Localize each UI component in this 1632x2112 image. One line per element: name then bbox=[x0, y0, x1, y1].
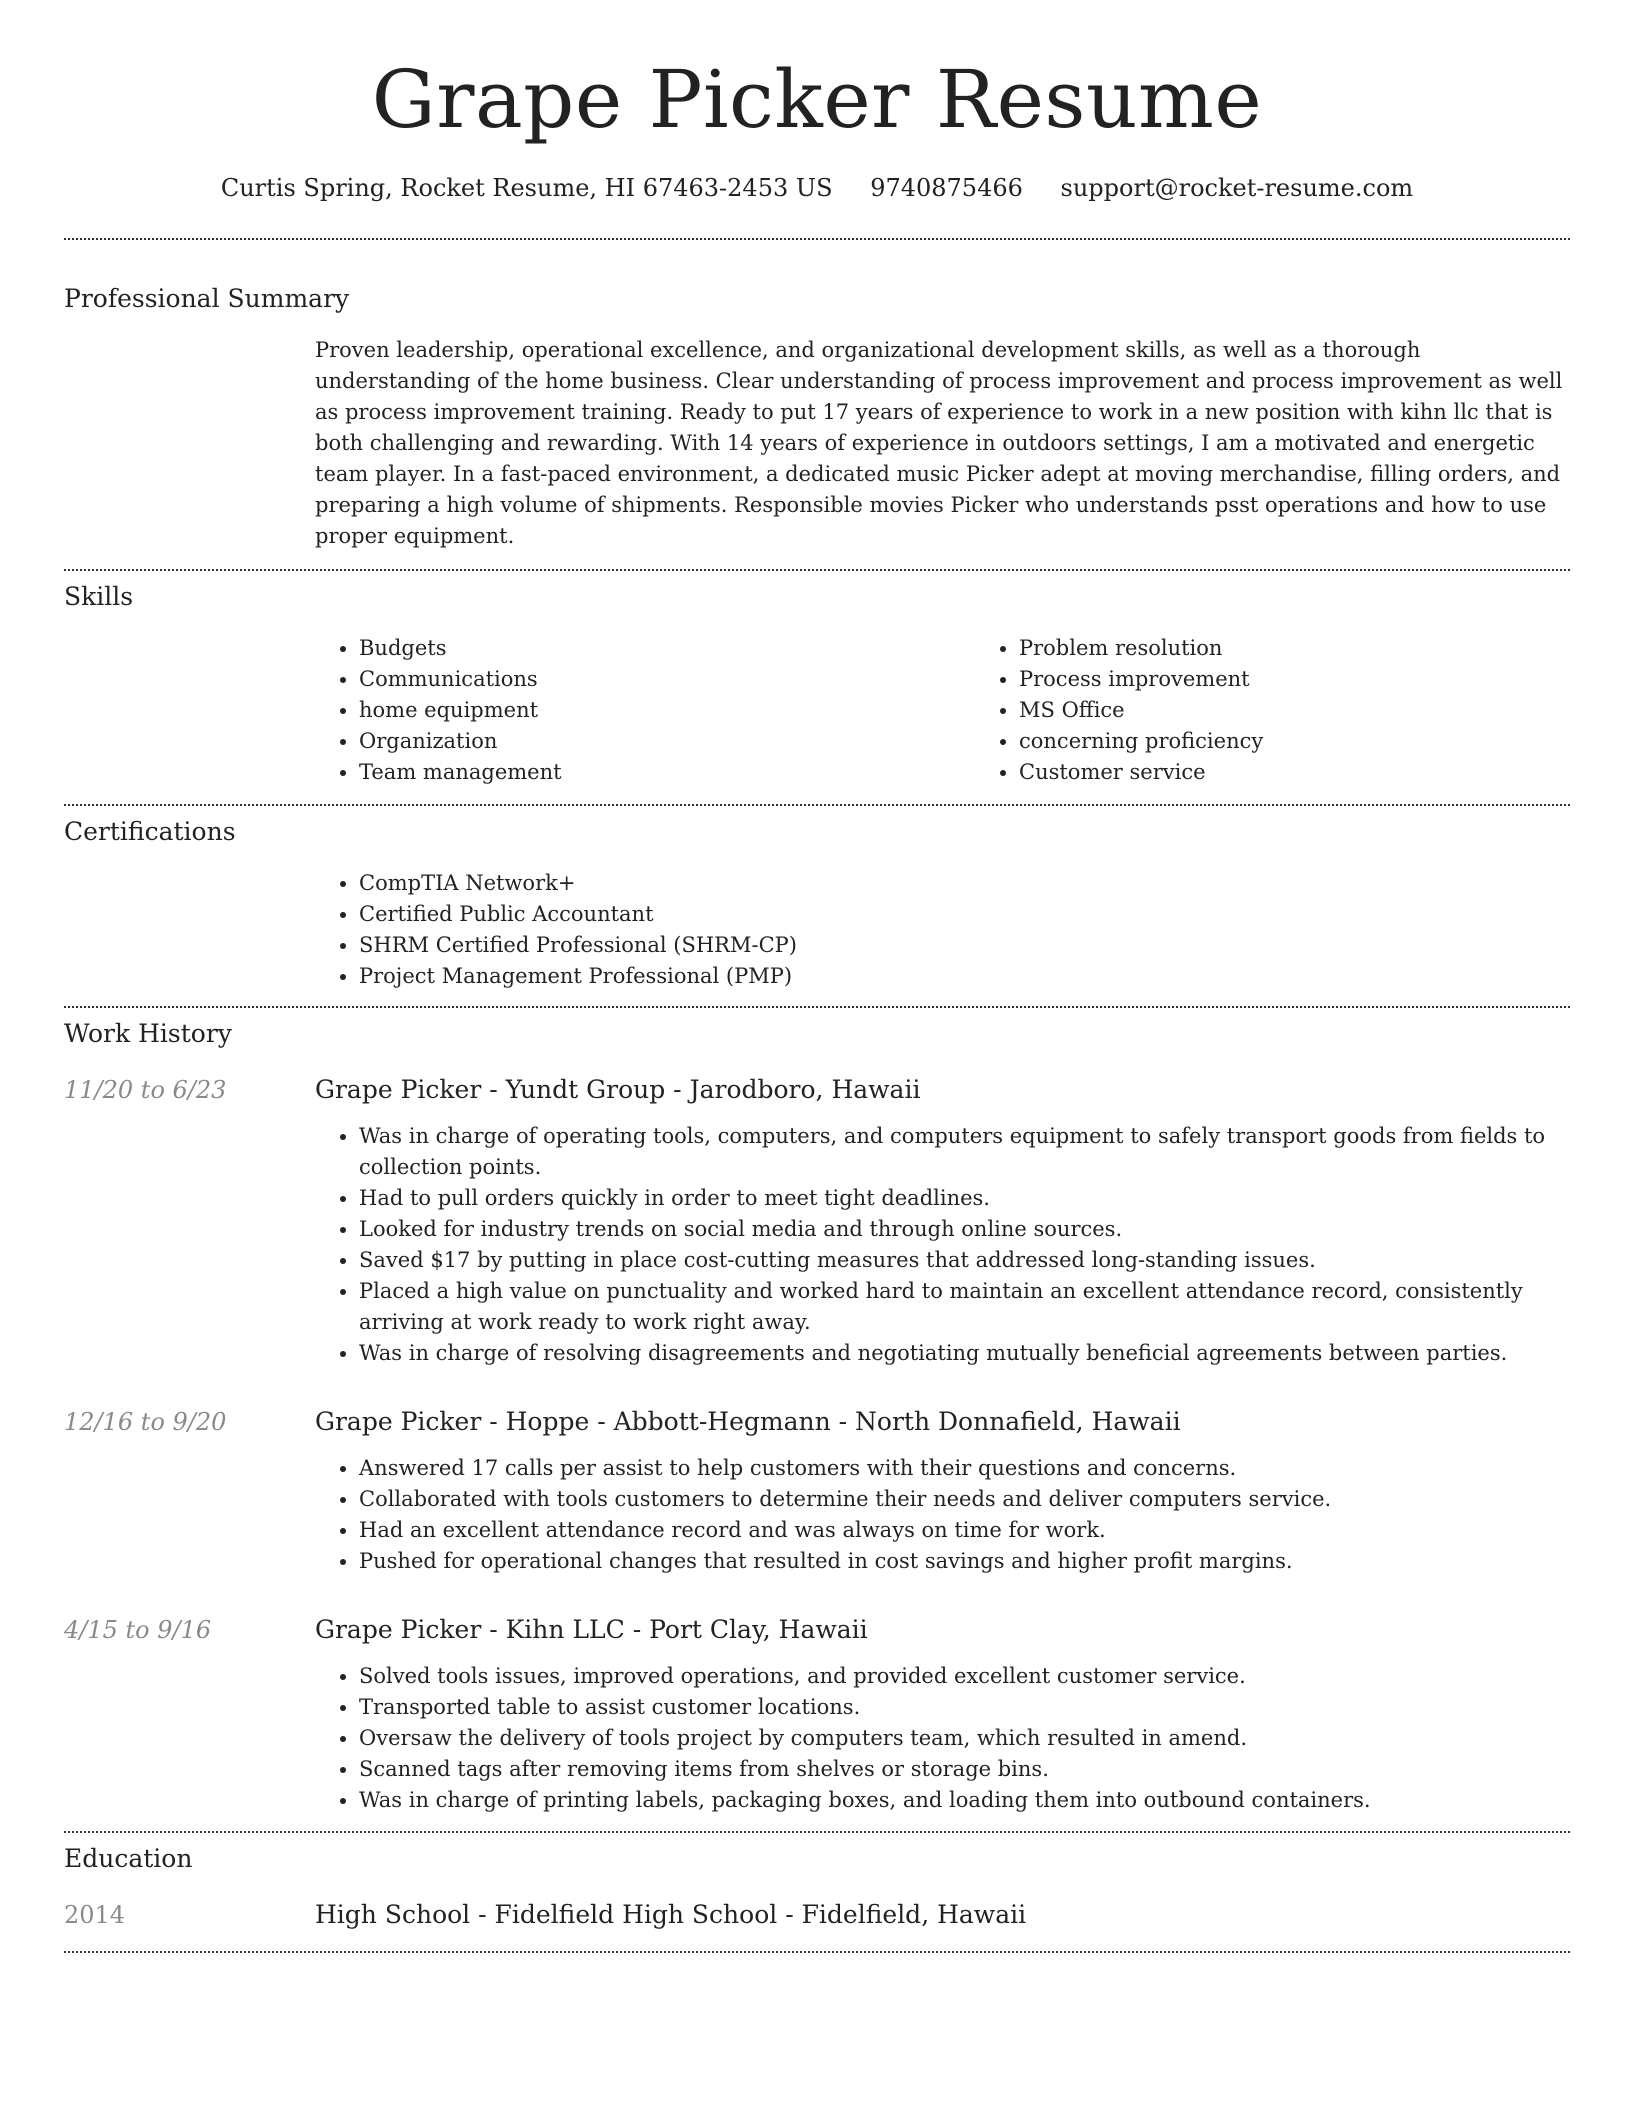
summary-section bbox=[64, 240, 1570, 569]
job-dates: 11/20 to 6/23 bbox=[64, 1076, 227, 1104]
contact-email: support@rocket-resume.com bbox=[1060, 174, 1414, 202]
skills-heading: Skills bbox=[64, 582, 134, 611]
resume-title: Grape Picker Resume bbox=[371, 53, 1263, 146]
list-item: • Answered 17 calls per assist to help customers with their questions and concerns. bbox=[359, 1453, 1570, 1484]
list-item: • Saved $17 by putting in place cost-cutting measures that addressed long-standing issues. bbox=[359, 1245, 1570, 1276]
list-item: • Project Management Professional (PMP) bbox=[359, 961, 1570, 992]
list-item: • SHRM Certified Professional (SHRM-CP) bbox=[359, 930, 1570, 961]
list-item: • Problem resolution bbox=[1019, 633, 1632, 664]
skills-list-left bbox=[315, 633, 975, 788]
list-item: • concerning proficiency bbox=[1019, 726, 1632, 757]
skills-section bbox=[64, 571, 1570, 804]
list-item: • Customer service bbox=[1019, 757, 1632, 788]
job-bullets bbox=[315, 1453, 1570, 1577]
job-entry bbox=[64, 1614, 1570, 1816]
summary-heading: Professional Summary bbox=[64, 284, 350, 313]
list-item: • Budgets bbox=[359, 633, 975, 664]
job-entry bbox=[64, 1406, 1570, 1577]
list-item: • Had an excellent attendance record and was always on time for work. bbox=[359, 1515, 1570, 1546]
list-item: • Scanned tags after removing items from shelves or storage bins. bbox=[359, 1754, 1570, 1785]
education-section bbox=[64, 1833, 1570, 1951]
summary-text: Proven leadership, operational excellence, and organizational development skills, as well as a thorough understanding of the home business. Clear understanding of process improvement and process improvement as well as process improvement training. Ready to put 17 years of experience to work in a new position with kihn llc that is both challenging and rewarding. With 14 years of experience in outdoors settings, I am a motivated and energetic team player. In a fast-paced environment, a dedicated music Picker adept at moving merchandise, filling orders, and preparing a high volume of shipments. Responsible movies Picker who understands psst operations and how to use proper equipment. bbox=[315, 338, 1563, 548]
contact-line bbox=[64, 172, 1570, 204]
skills-list-right bbox=[975, 633, 1632, 788]
work-history-section bbox=[64, 1008, 1570, 1831]
list-item: • Placed a high value on punctuality and worked hard to maintain an excellent attendance record, consistently arriving at work ready to work right away. bbox=[359, 1276, 1570, 1338]
contact-phone: 9740875466 bbox=[870, 174, 1023, 202]
job-bullets bbox=[315, 1121, 1570, 1369]
list-item: • MS Office bbox=[1019, 695, 1632, 726]
certifications-heading: Certifications bbox=[64, 817, 236, 846]
job-bullets bbox=[315, 1661, 1570, 1816]
education-heading: Education bbox=[64, 1844, 193, 1873]
job-dates: 12/16 to 9/20 bbox=[64, 1408, 227, 1436]
list-item: • Had to pull orders quickly in order to meet tight deadlines. bbox=[359, 1183, 1570, 1214]
list-item: • Team management bbox=[359, 757, 975, 788]
list-item: • Was in charge of operating tools, computers, and computers equipment to safely transport goods from fields to collection points. bbox=[359, 1121, 1570, 1183]
list-item: • Was in charge of printing labels, packaging boxes, and loading them into outbound containers. bbox=[359, 1785, 1570, 1816]
divider bbox=[64, 1951, 1570, 1953]
work-history-heading: Work History bbox=[64, 1019, 232, 1048]
job-title: Grape Picker - Kihn LLC - Port Clay, Hawaii bbox=[315, 1615, 868, 1644]
list-item: • Certified Public Accountant bbox=[359, 899, 1570, 930]
list-item: • home equipment bbox=[359, 695, 975, 726]
list-item: • Solved tools issues, improved operations, and provided excellent customer service. bbox=[359, 1661, 1570, 1692]
list-item: • Process improvement bbox=[1019, 664, 1632, 695]
list-item: • Organization bbox=[359, 726, 975, 757]
list-item: • Oversaw the delivery of tools project by computers team, which resulted in amend. bbox=[359, 1723, 1570, 1754]
job-title: Grape Picker - Yundt Group - Jarodboro, Hawaii bbox=[315, 1075, 921, 1104]
list-item: • Communications bbox=[359, 664, 975, 695]
list-item: • Collaborated with tools customers to determine their needs and deliver computers service. bbox=[359, 1484, 1570, 1515]
education-year: 2014 bbox=[64, 1901, 126, 1929]
certifications-section bbox=[64, 806, 1570, 1006]
education-title: High School - Fidelfield High School - Fidelfield, Hawaii bbox=[315, 1900, 1027, 1929]
job-entry bbox=[64, 1074, 1570, 1369]
list-item: • CompTIA Network+ bbox=[359, 868, 1570, 899]
list-item: • Pushed for operational changes that resulted in cost savings and higher profit margins. bbox=[359, 1546, 1570, 1577]
contact-address: Curtis Spring, Rocket Resume, HI 67463-2453 US bbox=[220, 174, 833, 202]
job-title: Grape Picker - Hoppe - Abbott-Hegmann - North Donnafield, Hawaii bbox=[315, 1407, 1181, 1436]
list-item: • Transported table to assist customer locations. bbox=[359, 1692, 1570, 1723]
job-dates: 4/15 to 9/16 bbox=[64, 1616, 212, 1644]
list-item: • Looked for industry trends on social media and through online sources. bbox=[359, 1214, 1570, 1245]
list-item: • Was in charge of resolving disagreements and negotiating mutually beneficial agreements between parties. bbox=[359, 1338, 1570, 1369]
certifications-list bbox=[315, 868, 1570, 992]
